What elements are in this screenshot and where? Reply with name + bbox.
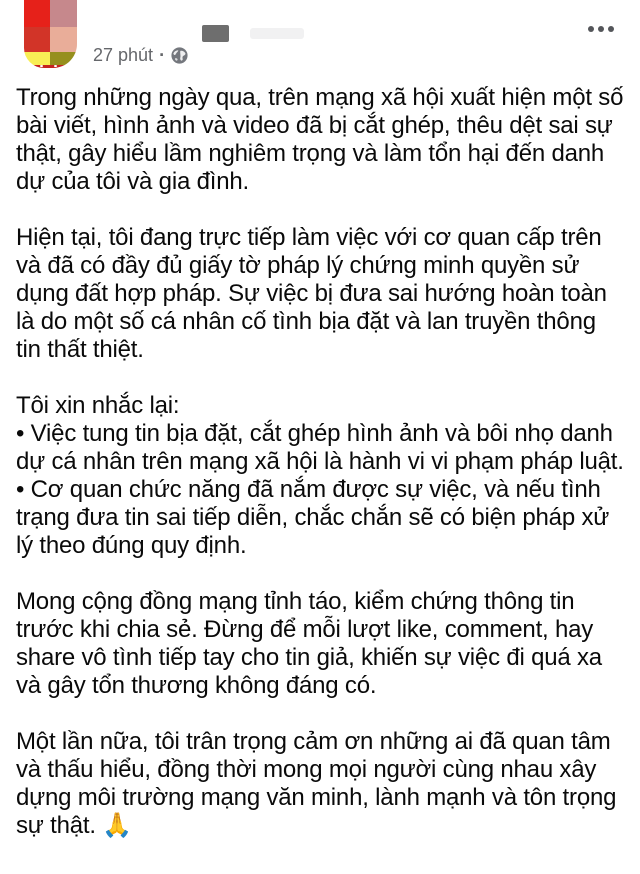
paragraph-group [16, 728, 624, 840]
paragraph-group [16, 392, 624, 560]
ellipsis-dot [588, 26, 594, 32]
paragraph-group [16, 224, 624, 364]
post-paragraph: Mong cộng đồng mạng tỉnh táo, kiểm chứng thông tin trước khi chia sẻ. Đừng để mỗi lượt like, comment, hay share vô tình tiếp tay cho tin giả, khiến sự việc đi quá xa và gây tổn thương không đáng có. [16, 588, 602, 699]
post-paragraph: Trong những ngày qua, trên mạng xã hội xuất hiện một số bài viết, hình ảnh và video đã bị cắt ghép, thêu dệt sai sự thật, gây hiểu lầm nghiêm trọng và làm tổn hại đến danh dự của tôi và gia đình. [16, 84, 624, 195]
post-paragraph: Hiện tại, tôi đang trực tiếp làm việc với cơ quan cấp trên và đã có đầy đủ giấy tờ pháp lý chứng minh quyền sử dụng đất hợp pháp. Sự việc bị đưa sai hướng hoàn toàn là do một số cá nhân cố tình bịa đặt và lan truyền thông tin thất thiệt. [16, 224, 607, 363]
post-menu-button[interactable] [586, 24, 616, 34]
avatar-bottom-strip [24, 65, 77, 68]
post-bullet-paragraph: • Việc tung tin bịa đặt, cắt ghép hình ảnh và bôi nhọ danh dự cá nhân trên mạng xã hội là hành vi vi phạm pháp luật. [16, 420, 624, 475]
meta-separator: · [159, 45, 166, 65]
ellipsis-dot [598, 26, 604, 32]
author-name-ghost [250, 28, 304, 39]
post-paragraph: Một lần nữa, tôi trân trọng cảm ơn những ai đã quan tâm và thấu hiểu, đồng thời mong mọi người cùng nhau xây dựng môi trường mạng văn minh, lành mạnh và tôn trọng sự thật. 🙏 [16, 728, 617, 839]
avatar-color-block [24, 0, 50, 27]
avatar-color-block [50, 27, 77, 52]
paragraph-group [16, 588, 624, 700]
avatar-color-block [24, 52, 50, 65]
avatar-strip-fleck [40, 65, 43, 67]
avatar-color-block [50, 52, 77, 65]
globe-public-icon [171, 47, 188, 64]
post-paragraph: Tôi xin nhắc lại: [16, 392, 180, 419]
post-meta [93, 44, 188, 66]
avatar[interactable] [24, 0, 77, 68]
avatar-color-block [24, 27, 50, 52]
author-name-redacted[interactable] [202, 25, 229, 42]
avatar-color-block [50, 0, 77, 27]
post-body [16, 84, 624, 840]
paragraph-group [16, 84, 624, 196]
post-bullet-paragraph: • Cơ quan chức năng đã nắm được sự việc, và nếu tình trạng đưa tin sai tiếp diễn, chắc chắn sẽ có biện pháp xử lý theo đúng quy định. [16, 476, 610, 559]
ellipsis-dot [608, 26, 614, 32]
timestamp[interactable]: 27 phút [93, 45, 154, 65]
avatar-strip-fleck [54, 65, 57, 67]
